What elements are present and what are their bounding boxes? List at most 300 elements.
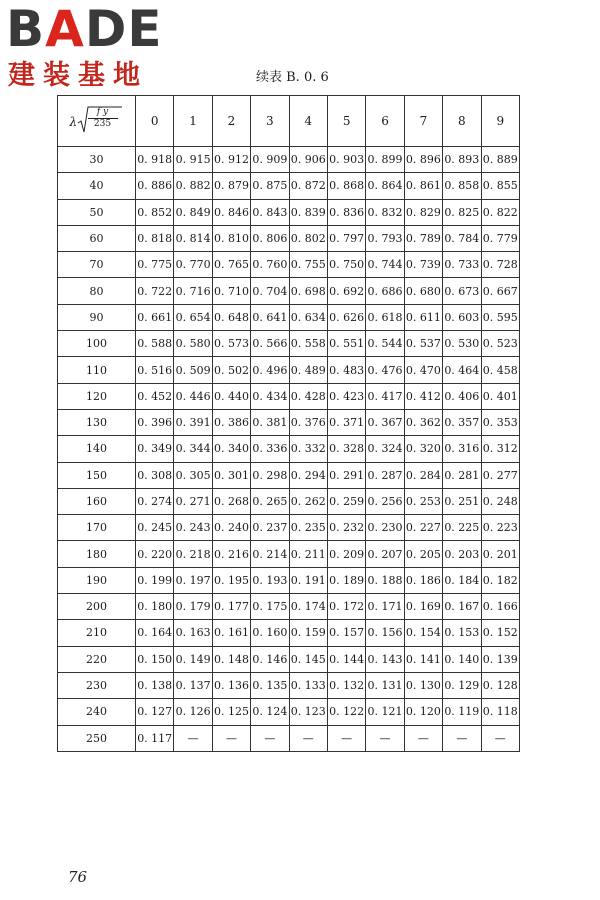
table-cell: 0. 770 bbox=[174, 252, 212, 278]
table-cell: 0. 271 bbox=[174, 488, 212, 514]
table-cell: 0. 839 bbox=[289, 199, 327, 225]
table-cell: — bbox=[481, 725, 519, 751]
table-cell: 0. 846 bbox=[212, 199, 250, 225]
table-cell: 0. 175 bbox=[251, 594, 289, 620]
table-cell: 0. 211 bbox=[289, 541, 327, 567]
table-cell: 0. 806 bbox=[251, 225, 289, 251]
lambda-value: 210 bbox=[58, 620, 136, 646]
table-cell: 0. 686 bbox=[366, 278, 404, 304]
table-cell: 0. 118 bbox=[481, 699, 519, 725]
lambda-value: 170 bbox=[58, 515, 136, 541]
table-cell: 0. 573 bbox=[212, 331, 250, 357]
table-cell: 0. 882 bbox=[174, 173, 212, 199]
table-cell: 0. 502 bbox=[212, 357, 250, 383]
table-cell: 0. 344 bbox=[174, 436, 212, 462]
table-cell: 0. 256 bbox=[366, 488, 404, 514]
table-cell: 0. 784 bbox=[443, 225, 481, 251]
table-cell: 0. 160 bbox=[251, 620, 289, 646]
table-cell: — bbox=[289, 725, 327, 751]
table-cell: 0. 452 bbox=[136, 383, 174, 409]
table-cell: 0. 117 bbox=[136, 725, 174, 751]
table-cell: 0. 193 bbox=[251, 567, 289, 593]
table-cell: 0. 793 bbox=[366, 225, 404, 251]
table-cell: 0. 367 bbox=[366, 409, 404, 435]
table-cell: 0. 744 bbox=[366, 252, 404, 278]
table-cell: 0. 634 bbox=[289, 304, 327, 330]
stability-coefficient-table bbox=[57, 95, 520, 752]
table-cell: 0. 509 bbox=[174, 357, 212, 383]
lambda-value: 40 bbox=[58, 173, 136, 199]
table-cell: 0. 171 bbox=[366, 594, 404, 620]
table-cell: 0. 298 bbox=[251, 462, 289, 488]
table-cell: 0. 209 bbox=[327, 541, 365, 567]
table-cell: 0. 849 bbox=[174, 199, 212, 225]
table-cell: 0. 148 bbox=[212, 646, 250, 672]
table-cell: 0. 603 bbox=[443, 304, 481, 330]
table-cell: 0. 349 bbox=[136, 436, 174, 462]
table-cell: 0. 822 bbox=[481, 199, 519, 225]
table-cell: 0. 177 bbox=[212, 594, 250, 620]
lambda-value: 30 bbox=[58, 147, 136, 173]
lambda-value: 60 bbox=[58, 225, 136, 251]
table-cell: 0. 680 bbox=[404, 278, 442, 304]
table-cell: 0. 294 bbox=[289, 462, 327, 488]
table-cell: 0. 169 bbox=[404, 594, 442, 620]
table-cell: — bbox=[251, 725, 289, 751]
table-cell: 0. 861 bbox=[404, 173, 442, 199]
table-cell: 0. 896 bbox=[404, 147, 442, 173]
lambda-value: 160 bbox=[58, 488, 136, 514]
table-cell: 0. 362 bbox=[404, 409, 442, 435]
lambda-value: 230 bbox=[58, 672, 136, 698]
table-cell: 0. 245 bbox=[136, 515, 174, 541]
table-cell: 0. 123 bbox=[289, 699, 327, 725]
lambda-value: 70 bbox=[58, 252, 136, 278]
column-header: 1 bbox=[174, 96, 212, 147]
table-cell: 0. 161 bbox=[212, 620, 250, 646]
table-cell: 0. 301 bbox=[212, 462, 250, 488]
column-header: 0 bbox=[136, 96, 174, 147]
table-cell: 0. 464 bbox=[443, 357, 481, 383]
table-cell: 0. 328 bbox=[327, 436, 365, 462]
table-cell: 0. 235 bbox=[289, 515, 327, 541]
table-cell: 0. 220 bbox=[136, 541, 174, 567]
table-cell: 0. 138 bbox=[136, 672, 174, 698]
table-cell: 0. 316 bbox=[443, 436, 481, 462]
table-cell: 0. 230 bbox=[366, 515, 404, 541]
table-cell: 0. 722 bbox=[136, 278, 174, 304]
table-cell: 0. 371 bbox=[327, 409, 365, 435]
table-title: 续表 B. 0. 6 bbox=[256, 70, 329, 85]
table-cell: 0. 125 bbox=[212, 699, 250, 725]
table-cell: 0. 305 bbox=[174, 462, 212, 488]
table-cell: 0. 243 bbox=[174, 515, 212, 541]
table-row bbox=[58, 646, 520, 672]
table-cell: 0. 133 bbox=[289, 672, 327, 698]
table-cell: 0. 710 bbox=[212, 278, 250, 304]
table-row bbox=[58, 304, 520, 330]
table-row bbox=[58, 331, 520, 357]
table-cell: 0. 124 bbox=[251, 699, 289, 725]
fraction-denominator: 235 bbox=[93, 118, 112, 129]
table-cell: 0. 164 bbox=[136, 620, 174, 646]
table-cell: 0. 121 bbox=[366, 699, 404, 725]
table-cell: 0. 755 bbox=[289, 252, 327, 278]
table-row bbox=[58, 147, 520, 173]
table-cell: 0. 156 bbox=[366, 620, 404, 646]
table-cell: 0. 207 bbox=[366, 541, 404, 567]
table-cell: 0. 159 bbox=[289, 620, 327, 646]
table-cell: 0. 855 bbox=[481, 173, 519, 199]
table-cell: 0. 205 bbox=[404, 541, 442, 567]
table-row bbox=[58, 725, 520, 751]
table-cell: 0. 886 bbox=[136, 173, 174, 199]
column-header: 4 bbox=[289, 96, 327, 147]
table-cell: 0. 172 bbox=[327, 594, 365, 620]
table-cell: 0. 274 bbox=[136, 488, 174, 514]
table-cell: 0. 558 bbox=[289, 331, 327, 357]
table-cell: 0. 391 bbox=[174, 409, 212, 435]
table-cell: 0. 150 bbox=[136, 646, 174, 672]
lambda-value: 190 bbox=[58, 567, 136, 593]
table-cell: 0. 903 bbox=[327, 147, 365, 173]
column-header: 6 bbox=[366, 96, 404, 147]
table-row bbox=[58, 199, 520, 225]
table-cell: 0. 667 bbox=[481, 278, 519, 304]
table-cell: 0. 864 bbox=[366, 173, 404, 199]
table-row bbox=[58, 620, 520, 646]
table-cell: 0. 291 bbox=[327, 462, 365, 488]
table-cell: 0. 232 bbox=[327, 515, 365, 541]
table-cell: 0. 139 bbox=[481, 646, 519, 672]
table-row bbox=[58, 567, 520, 593]
table-cell: 0. 324 bbox=[366, 436, 404, 462]
table-cell: 0. 401 bbox=[481, 383, 519, 409]
table-cell: 0. 423 bbox=[327, 383, 365, 409]
column-header: 2 bbox=[212, 96, 250, 147]
table-cell: 0. 648 bbox=[212, 304, 250, 330]
table-cell: 0. 760 bbox=[251, 252, 289, 278]
table-cell: 0. 661 bbox=[136, 304, 174, 330]
table-cell: 0. 312 bbox=[481, 436, 519, 462]
table-cell: 0. 357 bbox=[443, 409, 481, 435]
table-cell: 0. 184 bbox=[443, 567, 481, 593]
table-cell: 0. 237 bbox=[251, 515, 289, 541]
table-cell: 0. 227 bbox=[404, 515, 442, 541]
table-row bbox=[58, 409, 520, 435]
table-cell: 0. 879 bbox=[212, 173, 250, 199]
table-cell: 0. 122 bbox=[327, 699, 365, 725]
table-cell: 0. 889 bbox=[481, 147, 519, 173]
table-cell: 0. 182 bbox=[481, 567, 519, 593]
table-cell: 0. 470 bbox=[404, 357, 442, 383]
column-header: 7 bbox=[404, 96, 442, 147]
table-cell: 0. 353 bbox=[481, 409, 519, 435]
table-cell: 0. 716 bbox=[174, 278, 212, 304]
table-cell: 0. 140 bbox=[443, 646, 481, 672]
lambda-value: 130 bbox=[58, 409, 136, 435]
table-cell: 0. 440 bbox=[212, 383, 250, 409]
table-cell: 0. 797 bbox=[327, 225, 365, 251]
table-row bbox=[58, 357, 520, 383]
table-cell: 0. 129 bbox=[443, 672, 481, 698]
table-cell: 0. 120 bbox=[404, 699, 442, 725]
lambda-value: 250 bbox=[58, 725, 136, 751]
table-cell: 0. 145 bbox=[289, 646, 327, 672]
table-cell: 0. 188 bbox=[366, 567, 404, 593]
corner-header bbox=[58, 96, 136, 147]
lambda-sqrt-expression bbox=[64, 105, 130, 135]
table-cell: 0. 832 bbox=[366, 199, 404, 225]
table-cell: 0. 166 bbox=[481, 594, 519, 620]
table-cell: 0. 131 bbox=[366, 672, 404, 698]
table-cell: 0. 698 bbox=[289, 278, 327, 304]
table-cell: 0. 128 bbox=[481, 672, 519, 698]
table-cell: 0. 611 bbox=[404, 304, 442, 330]
table-cell: 0. 199 bbox=[136, 567, 174, 593]
table-cell: 0. 412 bbox=[404, 383, 442, 409]
table-cell: 0. 626 bbox=[327, 304, 365, 330]
table-cell: 0. 136 bbox=[212, 672, 250, 698]
table-cell: 0. 836 bbox=[327, 199, 365, 225]
lambda-value: 240 bbox=[58, 699, 136, 725]
table-cell: 0. 595 bbox=[481, 304, 519, 330]
table-cell: 0. 868 bbox=[327, 173, 365, 199]
table-cell: 0. 733 bbox=[443, 252, 481, 278]
table-cell: 0. 789 bbox=[404, 225, 442, 251]
table-cell: 0. 673 bbox=[443, 278, 481, 304]
table-cell: 0. 406 bbox=[443, 383, 481, 409]
table-cell: 0. 779 bbox=[481, 225, 519, 251]
bade-logo bbox=[6, 0, 176, 92]
table-cell: — bbox=[212, 725, 250, 751]
table-cell: 0. 284 bbox=[404, 462, 442, 488]
table-cell: 0. 277 bbox=[481, 462, 519, 488]
table-cell: 0. 544 bbox=[366, 331, 404, 357]
table-cell: 0. 899 bbox=[366, 147, 404, 173]
table-row bbox=[58, 225, 520, 251]
table-cell: 0. 566 bbox=[251, 331, 289, 357]
table-cell: 0. 180 bbox=[136, 594, 174, 620]
table-cell: 0. 223 bbox=[481, 515, 519, 541]
table-cell: 0. 825 bbox=[443, 199, 481, 225]
table-cell: 0. 537 bbox=[404, 331, 442, 357]
header-row bbox=[58, 96, 520, 147]
lambda-value: 150 bbox=[58, 462, 136, 488]
table-cell: 0. 214 bbox=[251, 541, 289, 567]
table-cell: 0. 381 bbox=[251, 409, 289, 435]
table-cell: 0. 912 bbox=[212, 147, 250, 173]
table-cell: — bbox=[443, 725, 481, 751]
table-cell: 0. 858 bbox=[443, 173, 481, 199]
lambda-value: 100 bbox=[58, 331, 136, 357]
table-cell: 0. 580 bbox=[174, 331, 212, 357]
table-cell: 0. 163 bbox=[174, 620, 212, 646]
table-cell: 0. 340 bbox=[212, 436, 250, 462]
table-cell: 0. 692 bbox=[327, 278, 365, 304]
table-cell: 0. 918 bbox=[136, 147, 174, 173]
table-cell: 0. 135 bbox=[251, 672, 289, 698]
lambda-value: 80 bbox=[58, 278, 136, 304]
table-cell: 0. 336 bbox=[251, 436, 289, 462]
table-cell: 0. 144 bbox=[327, 646, 365, 672]
table-cell: 0. 829 bbox=[404, 199, 442, 225]
table-cell: 0. 489 bbox=[289, 357, 327, 383]
table-cell: 0. 802 bbox=[289, 225, 327, 251]
table-cell: 0. 765 bbox=[212, 252, 250, 278]
table-cell: 0. 146 bbox=[251, 646, 289, 672]
table-row bbox=[58, 173, 520, 199]
table-cell: 0. 641 bbox=[251, 304, 289, 330]
table-cell: 0. 728 bbox=[481, 252, 519, 278]
table-row bbox=[58, 252, 520, 278]
table-cell: 0. 197 bbox=[174, 567, 212, 593]
lambda-value: 140 bbox=[58, 436, 136, 462]
table-row bbox=[58, 594, 520, 620]
table-cell: 0. 530 bbox=[443, 331, 481, 357]
table-cell: 0. 428 bbox=[289, 383, 327, 409]
table-cell: 0. 551 bbox=[327, 331, 365, 357]
column-header: 3 bbox=[251, 96, 289, 147]
table-cell: — bbox=[174, 725, 212, 751]
table-cell: 0. 141 bbox=[404, 646, 442, 672]
table-cell: 0. 218 bbox=[174, 541, 212, 567]
table-cell: 0. 775 bbox=[136, 252, 174, 278]
table-cell: 0. 308 bbox=[136, 462, 174, 488]
lambda-symbol: λ bbox=[69, 114, 78, 129]
table-row bbox=[58, 488, 520, 514]
table-cell: 0. 875 bbox=[251, 173, 289, 199]
table-cell: 0. 149 bbox=[174, 646, 212, 672]
table-cell: — bbox=[366, 725, 404, 751]
table-cell: 0. 251 bbox=[443, 488, 481, 514]
table-cell: 0. 739 bbox=[404, 252, 442, 278]
table-row bbox=[58, 462, 520, 488]
table-cell: 0. 157 bbox=[327, 620, 365, 646]
table-cell: 0. 130 bbox=[404, 672, 442, 698]
table-cell: 0. 843 bbox=[251, 199, 289, 225]
table-cell: 0. 332 bbox=[289, 436, 327, 462]
table-cell: 0. 417 bbox=[366, 383, 404, 409]
lambda-value: 110 bbox=[58, 357, 136, 383]
table-cell: 0. 281 bbox=[443, 462, 481, 488]
table-cell: 0. 704 bbox=[251, 278, 289, 304]
table-cell: 0. 909 bbox=[251, 147, 289, 173]
column-header: 8 bbox=[443, 96, 481, 147]
table-cell: 0. 268 bbox=[212, 488, 250, 514]
table-cell: 0. 152 bbox=[481, 620, 519, 646]
fraction-numerator: f y bbox=[88, 107, 118, 119]
table-cell: 0. 386 bbox=[212, 409, 250, 435]
table-cell: 0. 852 bbox=[136, 199, 174, 225]
table-row bbox=[58, 436, 520, 462]
table-cell: 0. 818 bbox=[136, 225, 174, 251]
table-cell: 0. 154 bbox=[404, 620, 442, 646]
table-cell: 0. 906 bbox=[289, 147, 327, 173]
table-cell: 0. 225 bbox=[443, 515, 481, 541]
table-cell: 0. 119 bbox=[443, 699, 481, 725]
table-cell: 0. 516 bbox=[136, 357, 174, 383]
table-cell: 0. 189 bbox=[327, 567, 365, 593]
table-cell: 0. 287 bbox=[366, 462, 404, 488]
table-cell: 0. 143 bbox=[366, 646, 404, 672]
table-cell: 0. 810 bbox=[212, 225, 250, 251]
table-cell: 0. 201 bbox=[481, 541, 519, 567]
table-cell: 0. 153 bbox=[443, 620, 481, 646]
logo-wordmark: BADE bbox=[6, 0, 163, 58]
table-cell: — bbox=[404, 725, 442, 751]
table-cell: 0. 265 bbox=[251, 488, 289, 514]
lambda-value: 180 bbox=[58, 541, 136, 567]
table-cell: 0. 216 bbox=[212, 541, 250, 567]
table-cell: 0. 186 bbox=[404, 567, 442, 593]
table-cell: 0. 476 bbox=[366, 357, 404, 383]
table-cell: 0. 262 bbox=[289, 488, 327, 514]
table-cell: 0. 446 bbox=[174, 383, 212, 409]
table-cell: 0. 195 bbox=[212, 567, 250, 593]
table-cell: 0. 132 bbox=[327, 672, 365, 698]
lambda-value: 200 bbox=[58, 594, 136, 620]
table-cell: 0. 191 bbox=[289, 567, 327, 593]
table-row bbox=[58, 278, 520, 304]
table-cell: 0. 523 bbox=[481, 331, 519, 357]
table-cell: 0. 248 bbox=[481, 488, 519, 514]
table-body bbox=[58, 147, 520, 752]
table-cell: 0. 396 bbox=[136, 409, 174, 435]
table-cell: 0. 127 bbox=[136, 699, 174, 725]
table-row bbox=[58, 672, 520, 698]
table-cell: 0. 458 bbox=[481, 357, 519, 383]
table-cell: 0. 750 bbox=[327, 252, 365, 278]
table-cell: 0. 872 bbox=[289, 173, 327, 199]
table-cell: 0. 483 bbox=[327, 357, 365, 383]
table-cell: 0. 618 bbox=[366, 304, 404, 330]
logo-subtitle: 建装基地 bbox=[8, 60, 148, 91]
table-row bbox=[58, 515, 520, 541]
table-cell: 0. 893 bbox=[443, 147, 481, 173]
table-row bbox=[58, 699, 520, 725]
table-cell: 0. 376 bbox=[289, 409, 327, 435]
column-header: 5 bbox=[327, 96, 365, 147]
table-row bbox=[58, 541, 520, 567]
table-cell: 0. 320 bbox=[404, 436, 442, 462]
table-row bbox=[58, 383, 520, 409]
table-cell: 0. 203 bbox=[443, 541, 481, 567]
table-cell: 0. 253 bbox=[404, 488, 442, 514]
table-cell: — bbox=[327, 725, 365, 751]
page-number: 76 bbox=[68, 868, 88, 886]
table-cell: 0. 654 bbox=[174, 304, 212, 330]
lambda-value: 220 bbox=[58, 646, 136, 672]
table-cell: 0. 915 bbox=[174, 147, 212, 173]
table-cell: 0. 496 bbox=[251, 357, 289, 383]
table-cell: 0. 588 bbox=[136, 331, 174, 357]
fy-over-235 bbox=[88, 107, 118, 130]
lambda-value: 50 bbox=[58, 199, 136, 225]
table-cell: 0. 126 bbox=[174, 699, 212, 725]
table-cell: 0. 434 bbox=[251, 383, 289, 409]
table-cell: 0. 179 bbox=[174, 594, 212, 620]
table-cell: 0. 137 bbox=[174, 672, 212, 698]
lambda-value: 90 bbox=[58, 304, 136, 330]
table-cell: 0. 174 bbox=[289, 594, 327, 620]
table-cell: 0. 814 bbox=[174, 225, 212, 251]
table-cell: 0. 259 bbox=[327, 488, 365, 514]
column-header: 9 bbox=[481, 96, 519, 147]
table-cell: 0. 240 bbox=[212, 515, 250, 541]
lambda-value: 120 bbox=[58, 383, 136, 409]
table-cell: 0. 167 bbox=[443, 594, 481, 620]
